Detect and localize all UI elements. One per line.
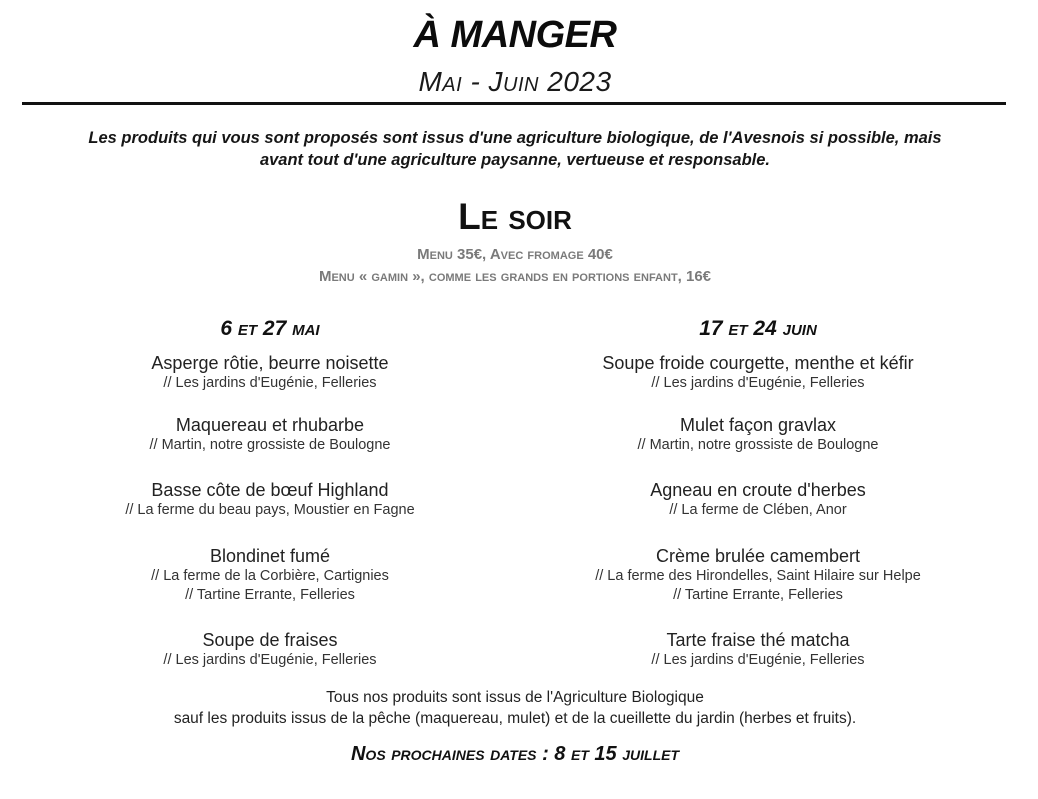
intro-text (20, 127, 1010, 171)
header-divider (22, 102, 1006, 105)
dish-name: Crème brulée camembert (655, 546, 861, 566)
dish-name: Blondinet fumé (209, 546, 331, 566)
organic-note-line-2: sauf les produits issus de la pêche (maquereau, mulet) et de la cueillette du jardin (herbes et fruits). (173, 710, 857, 727)
price-line-1: Menu 35€, Avec fromage 40€ (417, 246, 613, 263)
menu-column-left (20, 314, 520, 668)
dish-name: Soupe de fraises (202, 630, 338, 650)
dish-item (20, 352, 520, 393)
column-title: 17 et 24 juin (699, 317, 817, 340)
dish-item (508, 545, 1008, 605)
dish-name: Basse côte de bœuf Highland (151, 480, 389, 500)
pricing-block (0, 244, 1030, 288)
dish-item (508, 352, 1008, 393)
intro-line-2: avant tout d'une agriculture paysanne, vertueuse et responsable. (259, 151, 771, 169)
page-title: À MANGER (413, 14, 617, 56)
dish-source: // Les jardins d'Eugénie, Felleries (651, 375, 865, 391)
dish-source: // La ferme des Hirondelles, Saint Hilaire sur Helpe (595, 568, 921, 584)
dish-item (20, 545, 520, 605)
dish-name: Agneau en croute d'herbes (650, 480, 866, 500)
organic-note-line-1: Tous nos produits sont issus de l'Agriculture Biologique (326, 689, 704, 706)
dish-item (20, 414, 520, 455)
intro-line-1: Les produits qui vous sont proposés sont issus d'une agriculture biologique, de l'Avesnois si possible, mais (88, 129, 942, 147)
dish-name: Asperge rôtie, beurre noisette (151, 353, 389, 373)
dish-source: // Tartine Errante, Felleries (673, 587, 843, 603)
dish-source: // La ferme du beau pays, Moustier en Fagne (125, 502, 415, 518)
dish-source: // Les jardins d'Eugénie, Felleries (651, 652, 865, 668)
dish-item (508, 414, 1008, 455)
dish-item (508, 629, 1008, 670)
dish-item (20, 479, 520, 520)
next-dates: Nos prochaines dates : 8 et 15 juillet (350, 743, 680, 765)
dish-source: // Martin, notre grossiste de Boulogne (637, 437, 879, 453)
dish-name: Mulet façon gravlax (679, 415, 837, 435)
dish-source: // Tartine Errante, Felleries (185, 587, 355, 603)
dish-source: // Les jardins d'Eugénie, Felleries (163, 652, 377, 668)
dish-item (20, 629, 520, 670)
section-title: Le soir (458, 196, 572, 237)
organic-note (0, 687, 1030, 729)
price-line-2: Menu « gamin », comme les grands en portions enfant, 16€ (318, 268, 712, 285)
dish-name: Soupe froide courgette, menthe et kéfir (602, 353, 914, 373)
page-subtitle: Mai - Juin 2023 (418, 66, 612, 97)
dish-item (508, 479, 1008, 520)
dish-name: Tarte fraise thé matcha (666, 630, 850, 650)
dish-source: // La ferme de Clében, Anor (669, 502, 847, 518)
menu-column-right (508, 314, 1008, 668)
dish-source: // La ferme de la Corbière, Cartignies (151, 568, 389, 584)
dish-source: // Les jardins d'Eugénie, Felleries (163, 375, 377, 391)
dish-source: // Martin, notre grossiste de Boulogne (149, 437, 391, 453)
dish-name: Maquereau et rhubarbe (175, 415, 365, 435)
column-title: 6 et 27 mai (220, 317, 320, 340)
